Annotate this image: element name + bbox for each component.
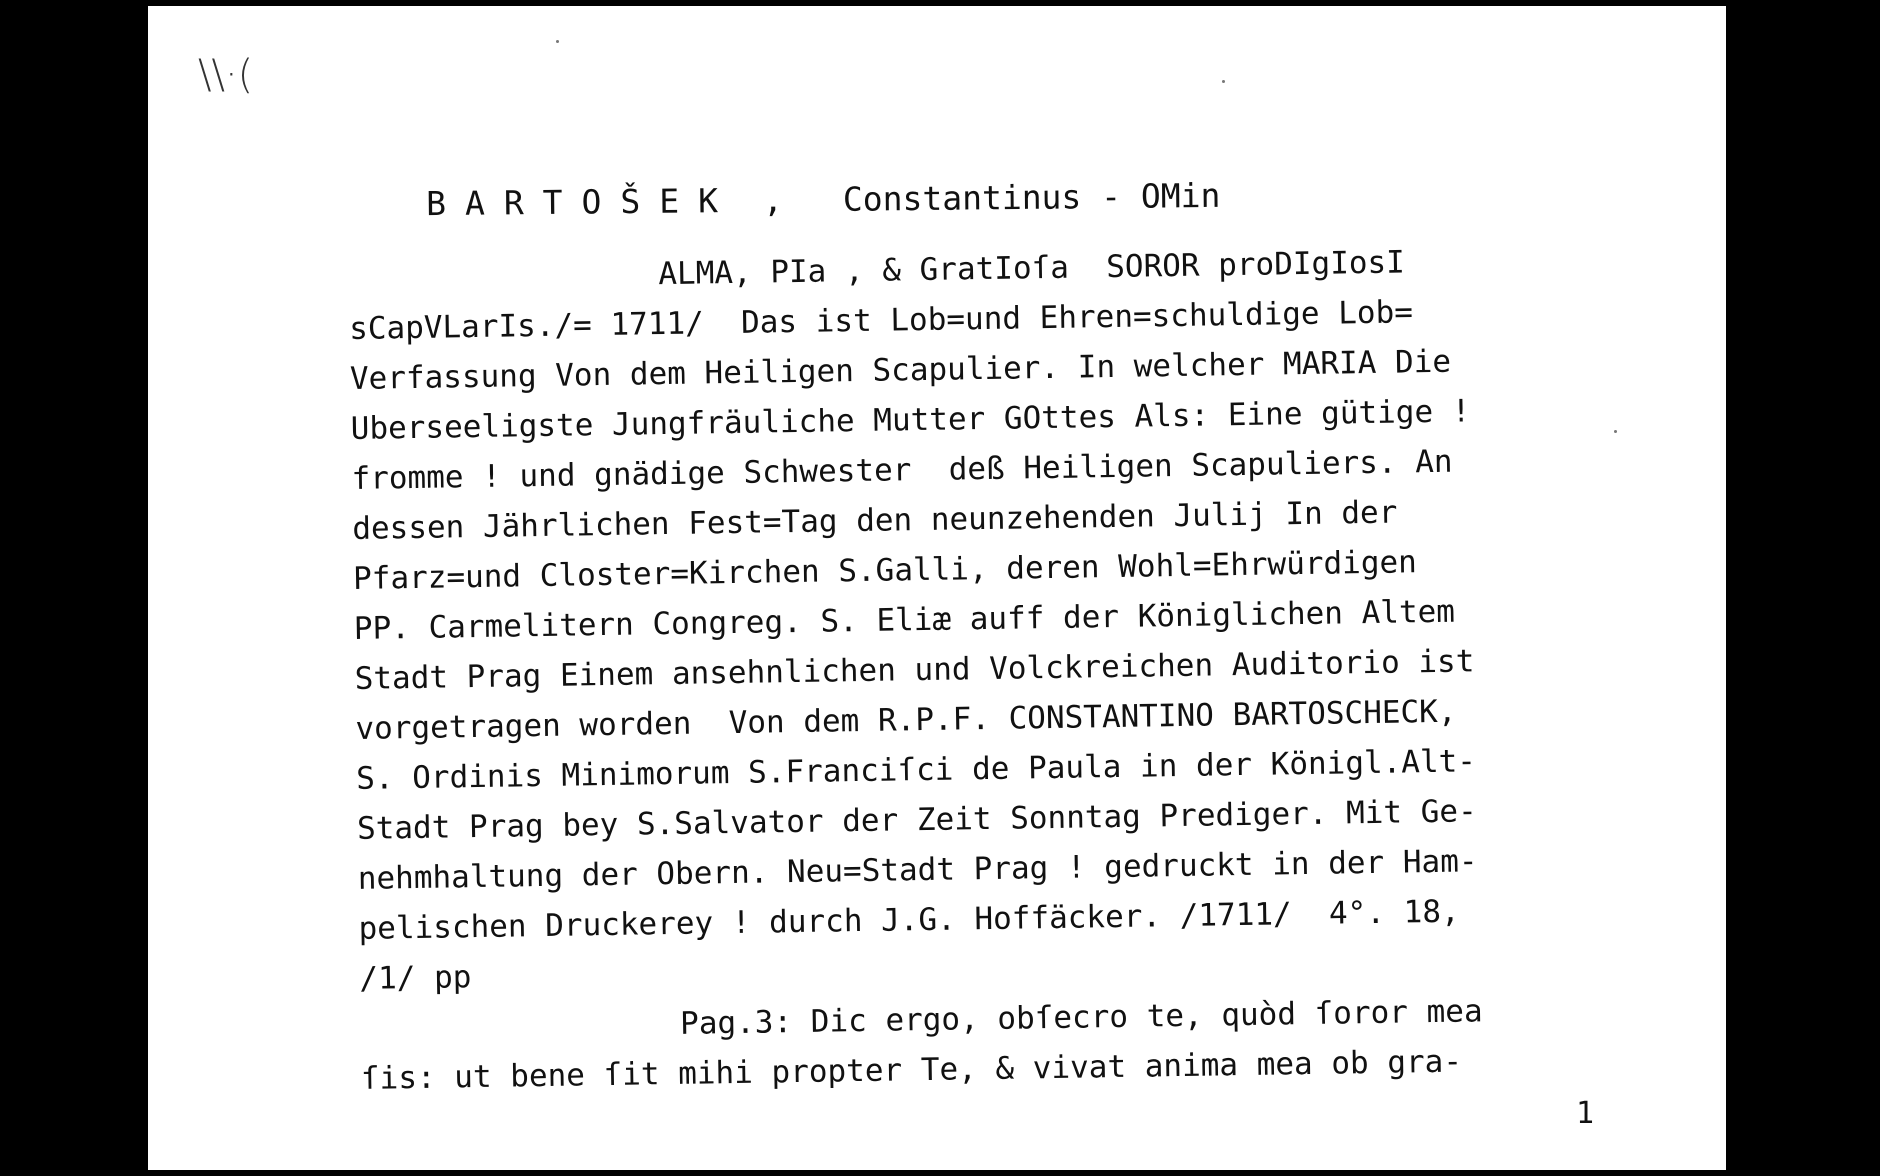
paper-speck (1222, 80, 1225, 83)
description-line: Stadt Prag Einem ansehnlichen und Volckreichen Auditorio ist (354, 643, 1475, 697)
paper-speck (556, 40, 559, 43)
author-name-order: Constantinus - OMin (842, 175, 1221, 219)
description-line: vorgetragen worden Von dem R.P.F. CONSTANTINO BARTOSCHECK, (355, 693, 1457, 747)
description-line: /1/ pp (359, 959, 472, 997)
catalog-card (148, 6, 1726, 1176)
description-line: Verfassung Von dem Heiligen Scapulier. In welcher MARIA Die (349, 343, 1452, 397)
description-line: Uberseeligste Jungfräuliche Mutter GOttes Als: Eine gütige ! (350, 393, 1471, 447)
quotation-line: ſis: ut bene ſit mihi propter Te, & vivat anima mea ob gra- (360, 1043, 1463, 1097)
scan-border (148, 1170, 1726, 1176)
description-line: Pfarz=und Closter=Kirchen S.Galli, deren Wohl=Ehrwürdigen (352, 544, 1418, 597)
heading-comma: , (762, 180, 784, 220)
description-line: fromme ! und gnädige Schwester deß Heiligen Scapuliers. An (351, 443, 1453, 497)
quotation-line: Pag.3: Dic ergo, obſecro te, quòd ſoror mea (679, 993, 1483, 1042)
description-line: Stadt Prag bey S.Salvator der Zeit Sonntag Prediger. Mit Ge- (356, 793, 1478, 847)
bibliographic-description (348, 233, 1721, 1104)
description-line: S. Ordinis Minimorum S.Franciſci de Paula in der Königl.Alt- (355, 743, 1477, 797)
description-line: sCapVLarIs./= 1711/ Das ist Lob=und Ehren=schuldige Lob= (348, 294, 1414, 347)
paper-speck (1614, 430, 1617, 433)
description-line: ALMA, PIa , & GratIoſa SOROR proDIgIosI (658, 244, 1406, 293)
description-line: pelischen Druckerey ! durch J.G. Hoffäcker. /1711/ 4°. 18, (358, 893, 1460, 947)
description-line: nehmhaltung der Obern. Neu=Stadt Prag ! gedruckt in der Ham- (357, 843, 1478, 897)
page-number: 1 (1575, 1096, 1594, 1131)
author-surname: BARTOŠEK (425, 180, 738, 224)
description-line: PP. Carmelitern Congreg. S. Eliæ auff der Königlichen Altem (353, 593, 1456, 647)
description-line: dessen Jährlichen Fest=Tag den neunzehenden Julij In der (352, 494, 1398, 547)
corner-mark: \\·( (198, 52, 254, 98)
